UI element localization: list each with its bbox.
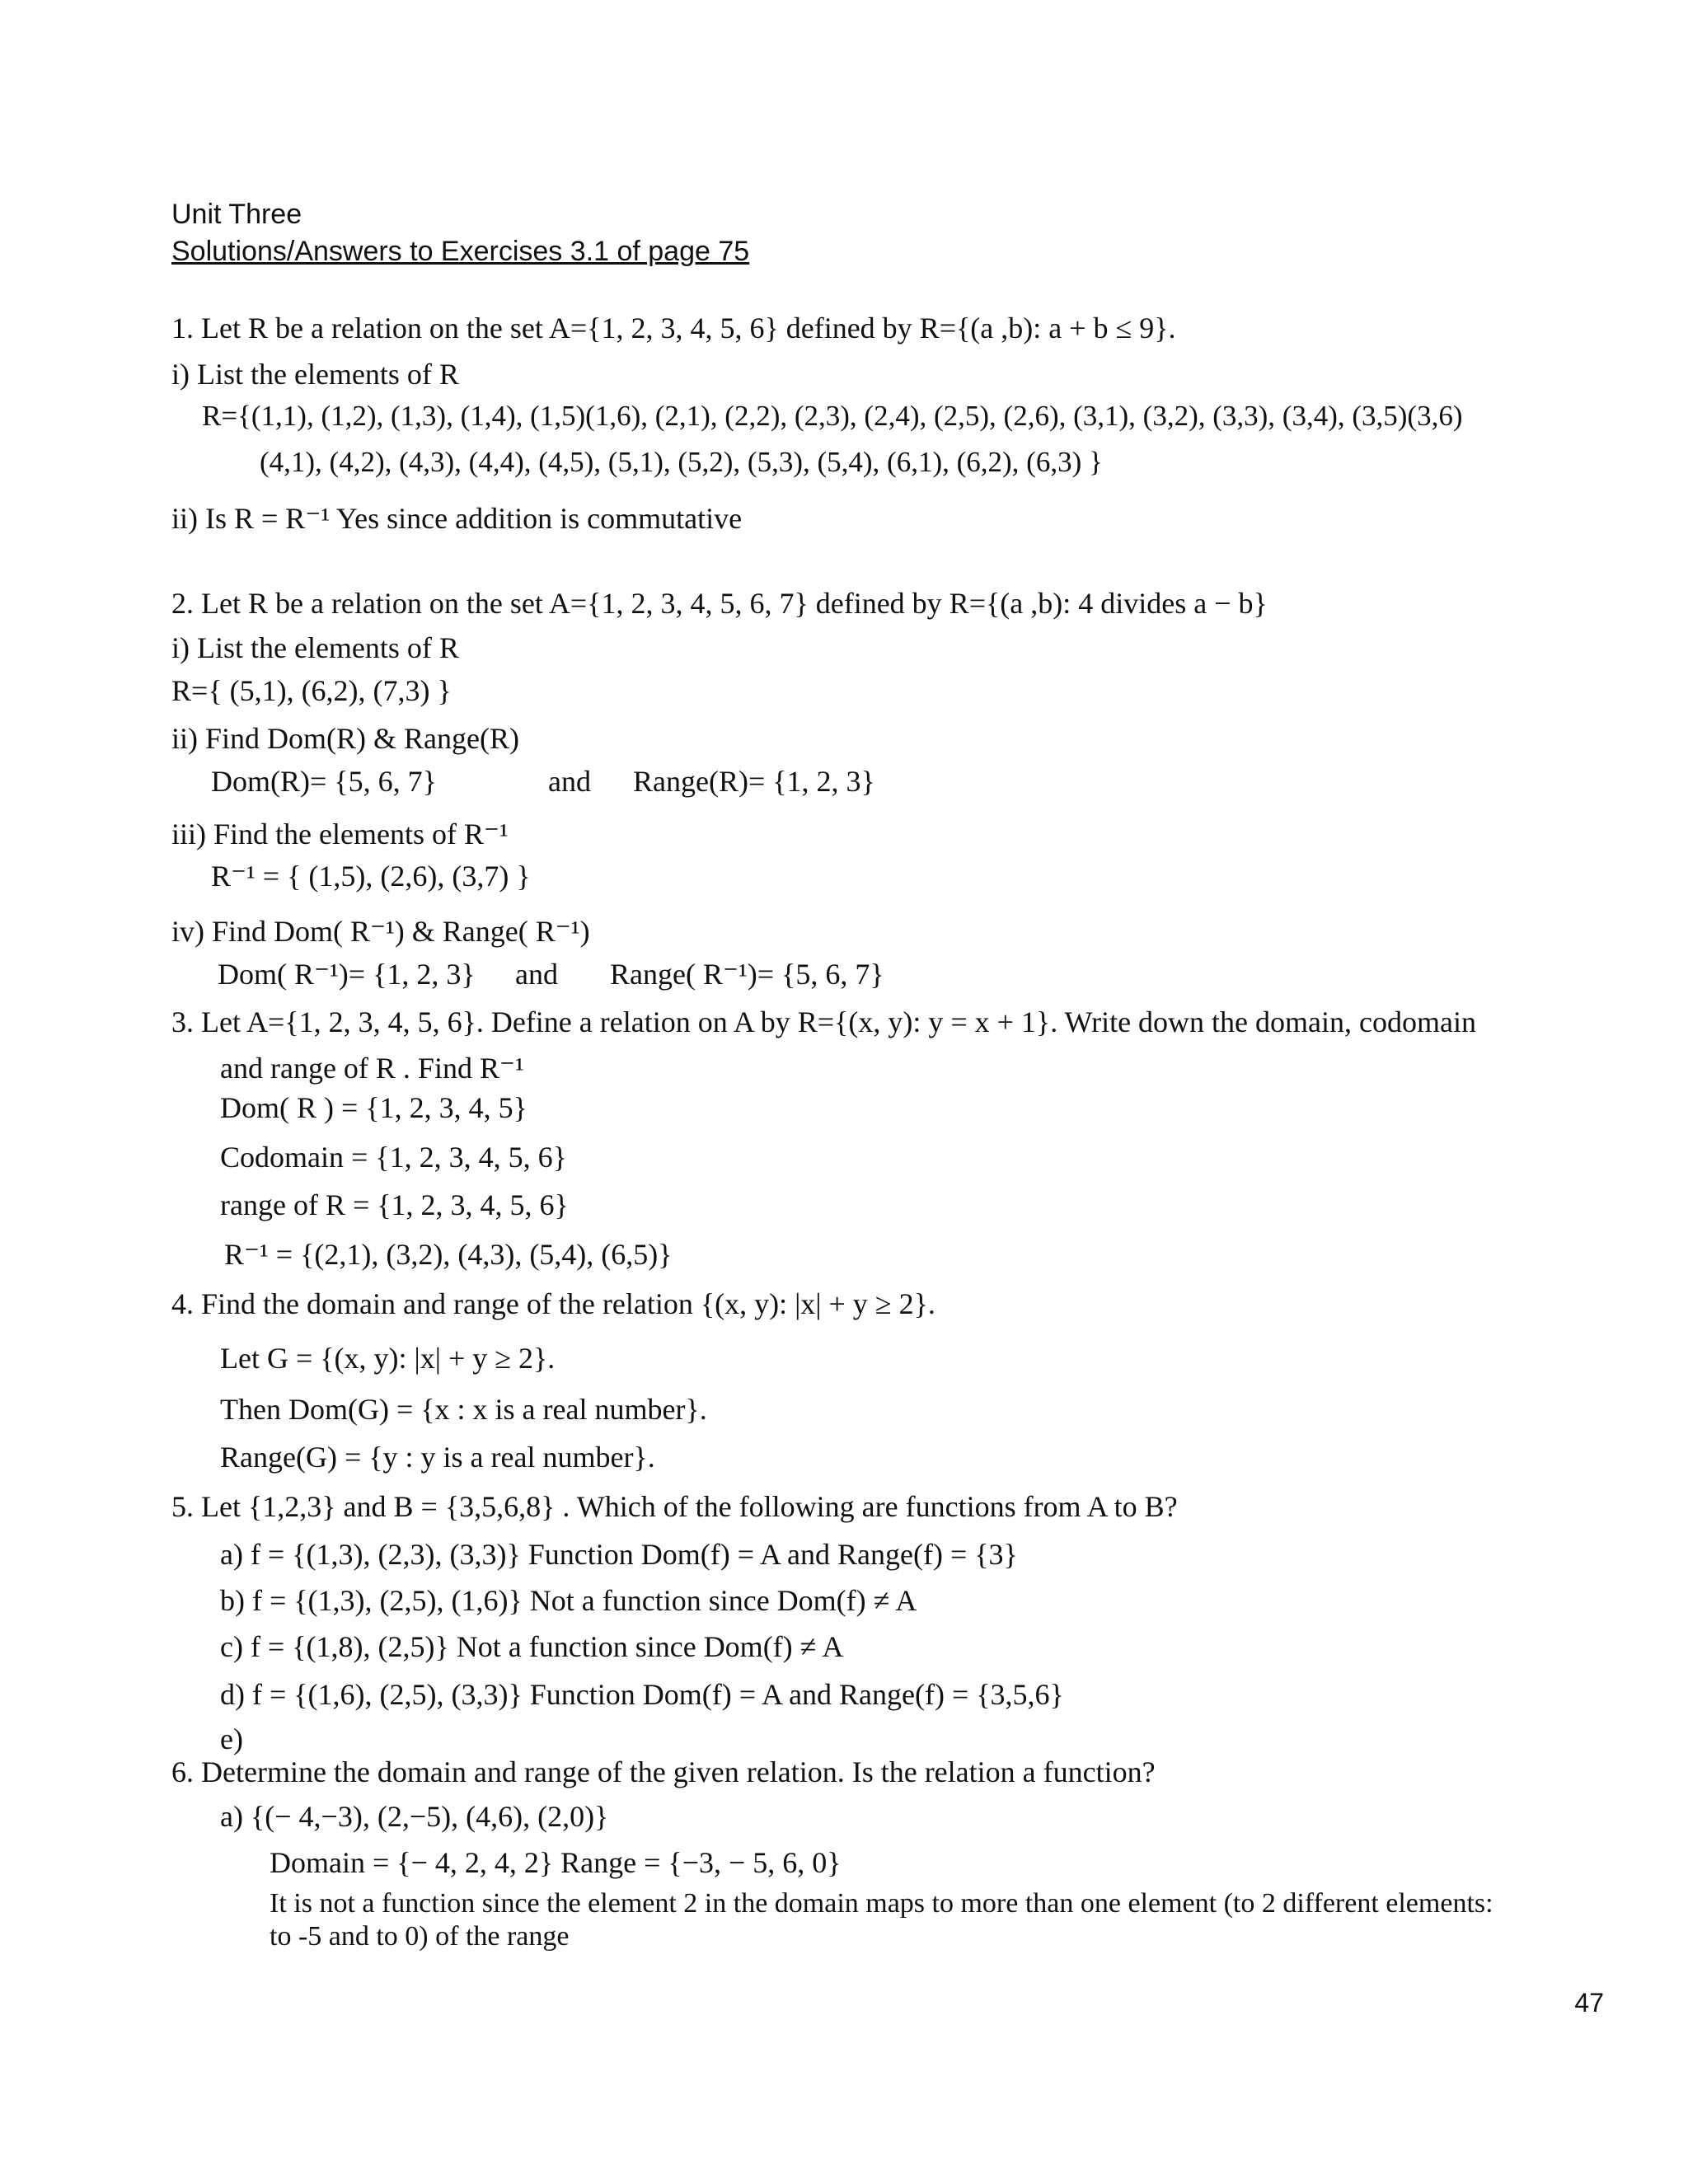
q4-statement: 4. Find the domain and range of the relation {(x, y): |x| + y ≥ 2}.: [171, 1287, 935, 1320]
q2-statement: 2. Let R be a relation on the set A={1, 2, 3, 4, 5, 6, 7} defined by R={(a ,b): 4 divides a − b}: [171, 587, 1268, 620]
q2-part-iv: iv) Find Dom( R⁻¹) & Range( R⁻¹): [171, 915, 590, 948]
q2-inverse: R⁻¹ = { (1,5), (2,6), (3,7) }: [211, 860, 531, 893]
q6-part-a: a) {(− 4,−3), (2,−5), (4,6), (2,0)}: [220, 1800, 609, 1833]
q6-domain-range: Domain = {− 4, 2, 4, 2} Range = {−3, − 5, 6, 0}: [270, 1846, 842, 1879]
q5-part-d: d) f = {(1,6), (2,5), (3,3)} Function Dom(f) = A and Range(f) = {3,5,6}: [220, 1678, 1064, 1711]
q3-domain: Dom( R ) = {1, 2, 3, 4, 5}: [220, 1091, 528, 1124]
q5-part-c: c) f = {(1,8), (2,5)} Not a function since Dom(f) ≠ A: [220, 1630, 844, 1663]
q2-range: Range(R)= {1, 2, 3}: [633, 765, 875, 798]
q2-and-2: and: [515, 958, 558, 991]
q2-relation: R={ (5,1), (6,2), (7,3) }: [171, 674, 452, 707]
q3-codomain: Codomain = {1, 2, 3, 4, 5, 6}: [220, 1141, 567, 1174]
q1-part-ii: ii) Is R = R⁻¹ Yes since addition is commutative: [171, 502, 743, 535]
q2-and: and: [548, 765, 591, 798]
q3-statement-cont: and range of R . Find R⁻¹: [220, 1052, 524, 1085]
q6-explanation-2: to -5 and to 0) of the range: [270, 1921, 570, 1952]
unit-heading: Unit Three: [171, 199, 302, 230]
section-title: Solutions/Answers to Exercises 3.1 of page 75: [171, 236, 750, 267]
q1-part-i: i) List the elements of R: [171, 358, 459, 391]
q5-statement: 5. Let {1,2,3} and B = {3,5,6,8} . Which of the following are functions from A to B?: [171, 1490, 1178, 1523]
q2-dom: Dom(R)= {5, 6, 7}: [211, 765, 437, 798]
q5-part-a: a) f = {(1,3), (2,3), (3,3)} Function Dom(f) = A and Range(f) = {3}: [220, 1538, 1018, 1571]
q2-part-i: i) List the elements of R: [171, 631, 459, 664]
q3-statement: 3. Let A={1, 2, 3, 4, 5, 6}. Define a relation on A by R={(x, y): y = x + 1}. Write down the domain, codomain: [171, 1005, 1476, 1038]
q2-part-iii: iii) Find the elements of R⁻¹: [171, 818, 509, 851]
q2-part-ii: ii) Find Dom(R) & Range(R): [171, 722, 519, 755]
q3-inverse: R⁻¹ = {(2,1), (3,2), (4,3), (5,4), (6,5)}: [224, 1238, 673, 1271]
q5-part-b: b) f = {(1,3), (2,5), (1,6)} Not a function since Dom(f) ≠ A: [220, 1584, 917, 1617]
q6-statement: 6. Determine the domain and range of the given relation. Is the relation a function?: [171, 1755, 1156, 1788]
page-number: 47: [1574, 1988, 1604, 2018]
q5-part-e: e): [220, 1722, 243, 1755]
q4-let-g: Let G = {(x, y): |x| + y ≥ 2}.: [220, 1342, 556, 1375]
q6-explanation-1: It is not a function since the element 2 in the domain maps to more than one element (to 2 different elements:: [270, 1888, 1493, 1919]
q1-relation-line-1: R={(1,1), (1,2), (1,3), (1,4), (1,5)(1,6), (2,1), (2,2), (2,3), (2,4), (2,5), (2,6), (3,1), (3,2), (3,3), (3,4), (3,5)(3,6): [202, 400, 1463, 432]
q2-range-inverse: Range( R⁻¹)= {5, 6, 7}: [610, 958, 884, 991]
q2-dom-inverse: Dom( R⁻¹)= {1, 2, 3}: [218, 958, 476, 991]
q4-range-g: Range(G) = {y : y is a real number}.: [220, 1441, 655, 1474]
q4-dom-g: Then Dom(G) = {x : x is a real number}.: [220, 1393, 707, 1426]
q1-statement: 1. Let R be a relation on the set A={1, 2, 3, 4, 5, 6} defined by R={(a ,b): a + b ≤ 9}.: [171, 312, 1176, 344]
q1-relation-line-2: (4,1), (4,2), (4,3), (4,4), (4,5), (5,1), (5,2), (5,3), (5,4), (6,1), (6,2), (6,3) }: [260, 446, 1103, 478]
q3-range: range of R = {1, 2, 3, 4, 5, 6}: [220, 1188, 569, 1221]
